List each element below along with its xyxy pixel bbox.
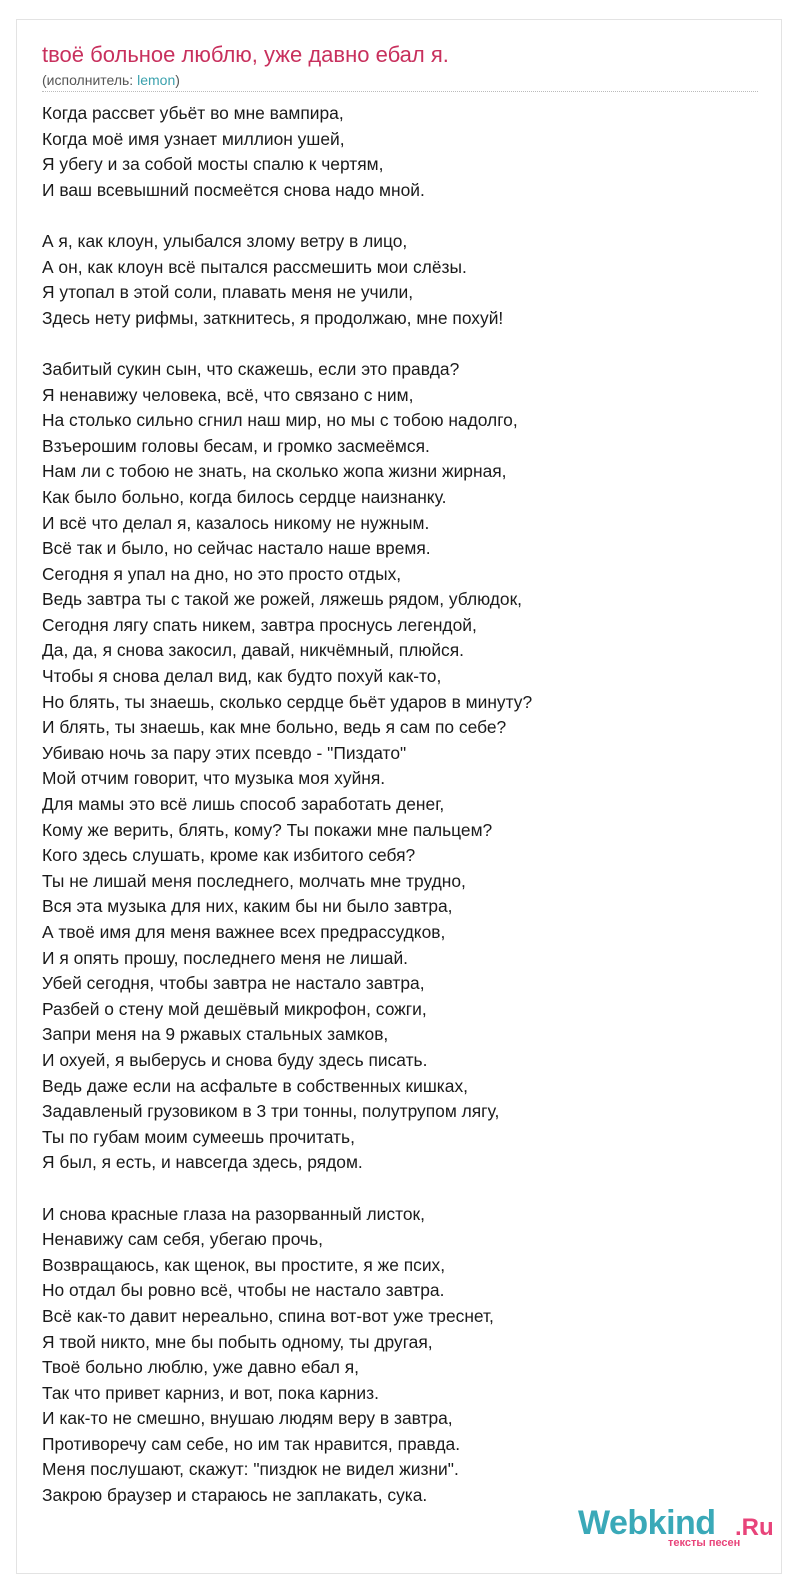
lyric-line: Разбей о стену мой дешёвый микрофон, сожги,	[42, 998, 427, 1019]
lyric-line: Кого здесь слушать, кроме как избитого себя?	[42, 845, 416, 866]
lyric-line: И ваш всевышний посмеётся снова надо мной.	[42, 179, 425, 200]
lyric-line: И я опять прошу, последнего меня не лишай.	[42, 947, 409, 968]
lyric-line: Вся эта музыка для них, каким бы ни было завтра,	[42, 896, 453, 917]
lyric-line: Закрою браузер и стараюсь не заплакать, сука.	[42, 1485, 428, 1506]
lyric-line: А я, как клоун, улыбался злому ветру в лицо,	[42, 230, 408, 251]
lyric-line: А твоё имя для меня важнее всех предрассудков,	[42, 922, 446, 942]
lyrics-stanza	[42, 1202, 762, 1509]
lyric-line: Задавленый грузовиком в 3 три тонны, полутрупом лягу,	[42, 1101, 500, 1122]
lyric-line: Так что привет карниз, и вот, пока карниз.	[42, 1382, 379, 1403]
lyric-line: Для мамы это всё лишь способ заработать денег,	[42, 794, 445, 815]
lyric-line: Ведь завтра ты с такой же рожей, ляжешь рядом, ублюдок,	[42, 589, 523, 610]
lyric-line: Убиваю ночь за пару этих псевдо - "Пиздато"	[42, 742, 407, 763]
lyric-line: Твоё больно люблю, уже давно ебал я,	[42, 1357, 359, 1378]
lyric-line: Чтобы я снова делал вид, как будто похуй как-то,	[42, 666, 442, 687]
lyrics-stanza	[42, 357, 762, 1176]
lyric-line: Я утопал в этой соли, плавать меня не учили,	[42, 282, 414, 303]
lyric-line: Когда рассвет убьёт во мне вампира,	[42, 103, 344, 123]
song-title: tвоё больное люблю, уже давно ебал я.	[42, 42, 449, 67]
lyric-line: И как-то не смешно, внушаю людям веру в завтра,	[42, 1408, 453, 1429]
lyric-line: И охуей, я выберусь и снова буду здесь писать.	[42, 1049, 428, 1070]
lyric-line: Сегодня лягу спать никем, завтра проснусь легендой,	[42, 614, 477, 635]
webkind-logo[interactable]	[578, 1504, 774, 1554]
lyric-line: Но отдал бы ровно всё, чтобы не настало завтра.	[42, 1280, 445, 1301]
lyrics-stanza	[42, 229, 762, 331]
artist-line	[42, 72, 180, 88]
lyric-line: Ты не лишай меня последнего, молчать мне трудно,	[42, 870, 466, 891]
lyric-line: Возвращаюсь, как щенок, вы простите, я же псих,	[42, 1254, 446, 1275]
lyric-line: Ты по губам моим сумеешь прочитать,	[42, 1126, 355, 1147]
lyric-line: И снова красные глаза на разорванный листок,	[42, 1203, 425, 1224]
logo-tld: .Ru	[735, 1514, 774, 1541]
lyric-line: Кому же верить, блять, кому? Ты покажи мне пальцем?	[42, 819, 493, 840]
artist-prefix: (исполнитель:	[42, 72, 138, 88]
lyric-line: И всё что делал я, казалось никому не нужным.	[42, 512, 430, 533]
lyric-line: Всё так и было, но сейчас настало наше время.	[42, 538, 431, 559]
artist-link[interactable]: lemon	[137, 72, 176, 88]
logo-name: Webkind	[578, 1504, 716, 1542]
lyric-line: Противоречу сам себе, но им так нравится, правда.	[42, 1433, 461, 1454]
lyric-line: Меня послушают, скажут: "пиздюк не видел жизни".	[42, 1459, 459, 1480]
lyric-line: Взъерошим головы бесам, и громко засмеёмся.	[42, 435, 430, 456]
lyric-line: Всё как-то давит нереально, спина вот-вот уже треснет,	[42, 1305, 494, 1326]
lyrics-stanza	[42, 101, 762, 203]
lyric-line: На столько сильно сгнил наш мир, но мы с тобою надолго,	[42, 410, 518, 431]
lyric-line: Я твой никто, мне бы побыть одному, ты другая,	[42, 1331, 433, 1352]
lyric-line: А он, как клоун всё пытался рассмешить мои слёзы.	[42, 256, 467, 277]
lyric-line: Как было больно, когда билось сердце наизнанку.	[42, 486, 447, 507]
lyric-line: Но блять, ты знаешь, сколько сердце бьёт ударов в минуту?	[42, 691, 533, 712]
lyric-line: Когда моё имя узнает миллион ушей,	[42, 128, 345, 149]
lyric-line: Я был, я есть, и навсегда здесь, рядом.	[42, 1152, 363, 1173]
lyric-line: Здесь нету рифмы, заткнитесь, я продолжаю, мне похуй!	[42, 307, 504, 328]
lyric-line: Я убегу и за собой мосты спалю к чертям,	[42, 154, 384, 175]
lyric-line: Запри меня на 9 ржавых стальных замков,	[42, 1024, 389, 1045]
lyric-line: Убей сегодня, чтобы завтра не настало завтра,	[42, 973, 425, 994]
lyric-line: Да, да, я снова закосил, давай, никчёмный, плюйся.	[42, 640, 464, 661]
lyric-line: Ведь даже если на асфальте в собственных кишках,	[42, 1075, 468, 1096]
lyric-line: Мой отчим говорит, что музыка моя хуйня.	[42, 768, 386, 789]
lyric-line: Я ненавижу человека, всё, что связано с ним,	[42, 384, 414, 405]
lyric-line: Ненавижу сам себя, убегаю прочь,	[42, 1229, 323, 1250]
lyrics-body	[42, 101, 762, 1534]
lyric-line: Сегодня я упал на дно, но это просто отдых,	[42, 563, 402, 584]
lyric-line: Нам ли с тобою не знать, на сколько жопа жизни жирная,	[42, 461, 507, 482]
logo-tagline: тексты песен	[668, 1537, 741, 1549]
header-divider	[42, 91, 758, 92]
lyric-line: Забитый сукин сын, что скажешь, если это правда?	[42, 358, 460, 379]
artist-suffix: )	[175, 72, 180, 88]
lyric-line: И блять, ты знаешь, как мне больно, ведь я сам по себе?	[42, 717, 507, 738]
